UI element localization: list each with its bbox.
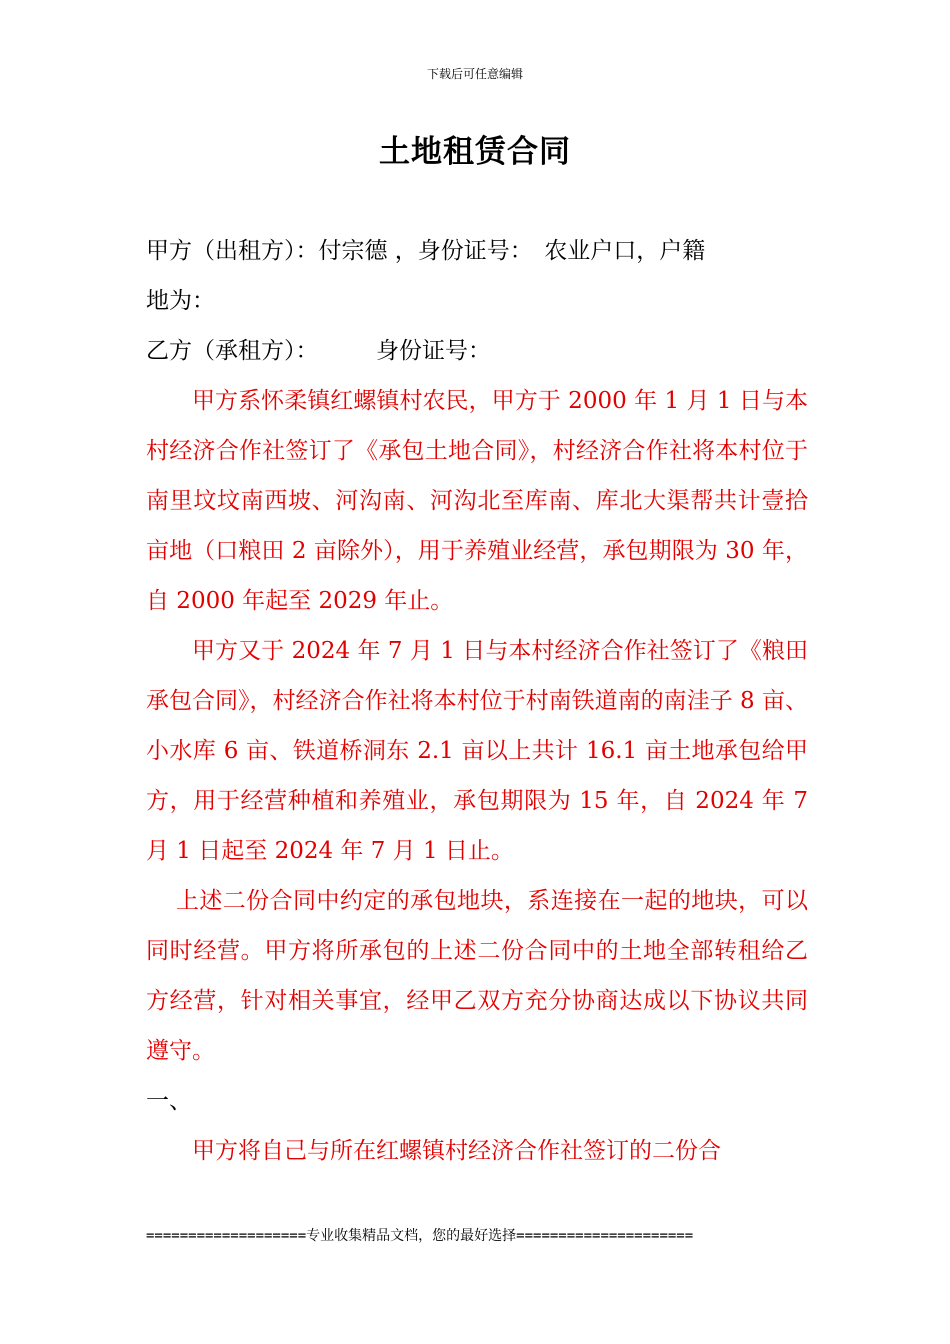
document-body [146,226,808,1176]
footer-right-bar: ===================== [516,1228,694,1244]
header-note: 下载后可任意编辑 [426,67,523,81]
paragraph-1: 甲方系怀柔镇红螺镇村农民，甲方于 2000 年 1 月 1 日与本村经济合作社签订了《承包土地合同》，村经济合作社将本村位于南里坟坟南西坡、河沟南、河沟北至库南、库北大渠帮共计壹拾亩地（口粮田 2 亩除外），用于养殖业经营，承包期限为 30 年，自 2000 年起至 2029 年止。 [146,388,808,614]
paragraph-3: 上述二份合同中约定的承包地块，系连接在一起的地块，可以同时经营。甲方将所承包的上述二份合同中的土地全部转租给乙方经营，针对相关事宜，经甲乙双方充分协商达成以下协议共同遵守。 [146,888,808,1064]
section-one-heading: 一、 [146,1088,192,1114]
paragraph-4: 甲方将自己与所在红螺镇村经济合作社签订的二份合 [192,1138,721,1164]
party-b-line: 乙方（承租方）： 身份证号： [146,338,491,364]
footer-banner [146,1227,810,1245]
document-title: 土地租赁合同 [379,134,571,170]
footer-text: 专业收集精品文档，您的最好选择 [306,1228,517,1244]
party-a-line2: 地为： [146,288,215,314]
footer-left-bar: =================== [146,1228,307,1244]
paragraph-2: 甲方又于 2024 年 7 月 1 日与本村经济合作社签订了《粮田承包合同》，村经济合作社将本村位于村南铁道南的南洼子 8 亩、小水库 6 亩、铁道桥洞东 2.1 亩以上共计 16.1 亩土地承包给甲方，用于经营种植和养殖业，承包期限为 15 年，自 2024 年 7 月 1 日起至 2024 年 7 月 1 日止。 [146,638,808,864]
party-a-line1: 甲方（出租方）：付宗德 ，身份证号： 农业户口，户籍 [146,238,706,264]
